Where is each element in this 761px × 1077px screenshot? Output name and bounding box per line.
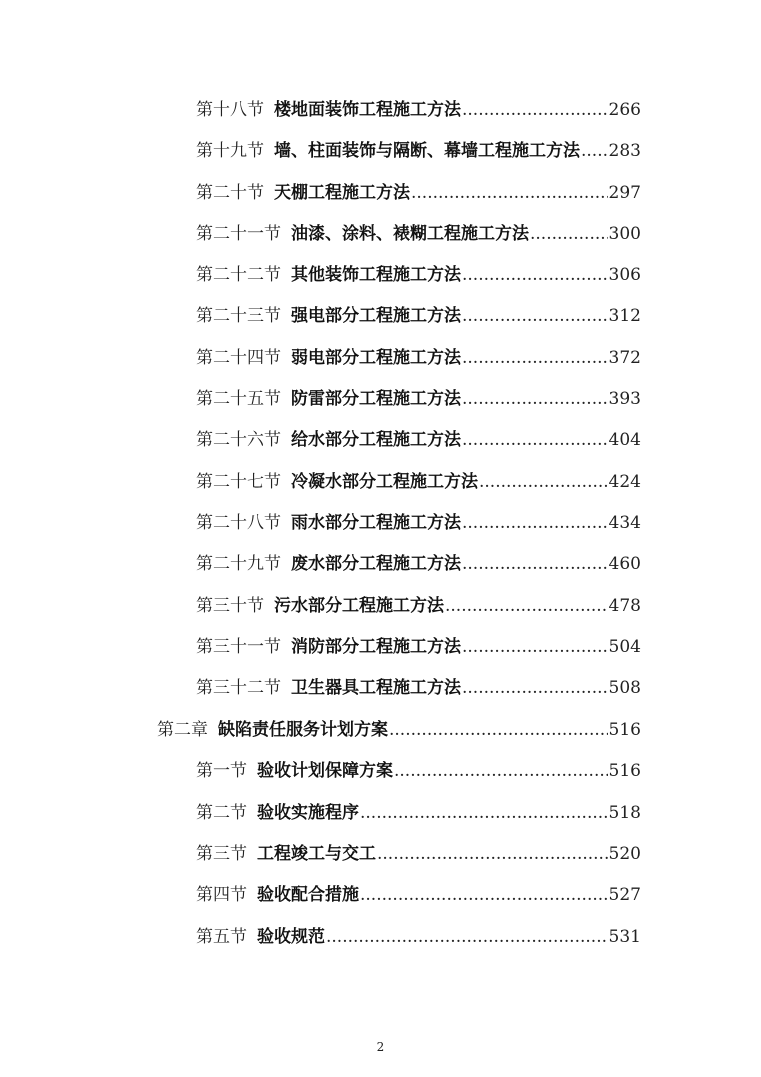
toc-entry (196, 386, 641, 410)
toc-entry-title: 防雷部分工程施工方法 (291, 389, 461, 409)
toc-entry (196, 303, 641, 327)
toc-entry-number: 第十八节 (196, 100, 264, 120)
toc-entry-title: 缺陷责任服务计划方案 (218, 720, 388, 740)
toc-entry-page: 434 (608, 513, 641, 533)
toc-entry-page: 504 (608, 637, 641, 657)
dot-leader (581, 140, 608, 162)
toc-entry-page: 518 (608, 803, 641, 823)
toc-entry-number: 第二十三节 (196, 306, 281, 326)
dot-leader (326, 926, 608, 948)
toc-entry (196, 427, 641, 451)
dot-leader (462, 305, 608, 327)
toc-entry-page: 527 (608, 885, 641, 905)
toc-entry (196, 841, 641, 865)
dot-leader (479, 471, 608, 493)
toc-entry (196, 469, 641, 493)
dot-leader (462, 99, 608, 121)
dot-leader (462, 677, 608, 699)
toc-entry (196, 262, 641, 286)
toc-entry-number: 第四节 (196, 885, 247, 905)
toc-entry (196, 138, 641, 162)
toc-entry-number: 第二章 (157, 720, 208, 740)
toc-entry-page: 516 (608, 720, 641, 740)
dot-leader (394, 760, 608, 782)
toc-entry-page: 306 (608, 265, 641, 285)
toc-entry-number: 第一节 (196, 761, 247, 781)
toc-entry-title: 验收计划保障方案 (257, 761, 393, 781)
toc-entry-number: 第十九节 (196, 141, 264, 161)
toc-entry (196, 345, 641, 369)
toc-entry-title: 弱电部分工程施工方法 (291, 348, 461, 368)
toc-entry-number: 第二十八节 (196, 513, 281, 533)
toc-entry-page: 372 (608, 348, 641, 368)
toc-entry-page: 516 (608, 761, 641, 781)
toc-entry-number: 第二十六节 (196, 430, 281, 450)
dot-leader (462, 388, 608, 410)
toc-entry-title: 墙、柱面装饰与隔断、幕墙工程施工方法 (274, 141, 580, 161)
dot-leader (530, 223, 608, 245)
dot-leader (389, 719, 608, 741)
dot-leader (377, 843, 608, 865)
dot-leader (411, 182, 608, 204)
toc-entry-number: 第二十五节 (196, 389, 281, 409)
toc-entry-title: 给水部分工程施工方法 (291, 430, 461, 450)
toc-entry-page: 404 (608, 430, 641, 450)
toc-entry-number: 第三十节 (196, 596, 264, 616)
dot-leader (462, 264, 608, 286)
toc-entry-number: 第二十四节 (196, 348, 281, 368)
toc-entry (196, 800, 641, 824)
toc-entry-title: 雨水部分工程施工方法 (291, 513, 461, 533)
dot-leader (462, 347, 608, 369)
toc-entry-number: 第三十一节 (196, 637, 281, 657)
toc-entry (196, 675, 641, 699)
toc-entry-page: 300 (608, 224, 641, 244)
dot-leader (462, 553, 608, 575)
toc-entry-title: 污水部分工程施工方法 (274, 596, 444, 616)
toc-entry-title: 油漆、涂料、裱糊工程施工方法 (291, 224, 529, 244)
toc-entry-title: 楼地面装饰工程施工方法 (274, 100, 461, 120)
toc-entry-title: 验收实施程序 (257, 803, 359, 823)
toc-entry-number: 第二十节 (196, 183, 264, 203)
toc-entry (196, 510, 641, 534)
toc-entry-number: 第二十一节 (196, 224, 281, 244)
toc-entry-page: 460 (608, 554, 641, 574)
dot-leader (462, 429, 608, 451)
toc-entry (196, 634, 641, 658)
toc-entry-title: 冷凝水部分工程施工方法 (291, 472, 478, 492)
toc-entry (196, 221, 641, 245)
toc-entry (196, 551, 641, 575)
toc-entry (196, 593, 641, 617)
toc-entry-page: 312 (608, 306, 641, 326)
toc-entry-title: 废水部分工程施工方法 (291, 554, 461, 574)
toc-entry-number: 第三节 (196, 844, 247, 864)
toc-entry-number: 第三十二节 (196, 678, 281, 698)
dot-leader (360, 802, 608, 824)
toc-entry (196, 924, 641, 948)
dot-leader (360, 884, 608, 906)
toc-entry-number: 第二十二节 (196, 265, 281, 285)
toc-entry-title: 强电部分工程施工方法 (291, 306, 461, 326)
page-number: 2 (376, 1040, 385, 1054)
toc-entry (196, 97, 641, 121)
toc-entry-page: 508 (608, 678, 641, 698)
toc-entry-title: 天棚工程施工方法 (274, 183, 410, 203)
toc-entry-number: 第五节 (196, 927, 247, 947)
toc-entry (196, 758, 641, 782)
toc-entry (196, 180, 641, 204)
dot-leader (462, 636, 608, 658)
toc-entry-title: 验收配合措施 (257, 885, 359, 905)
toc-entry-title: 卫生器具工程施工方法 (291, 678, 461, 698)
toc-entry-page: 478 (608, 596, 641, 616)
toc-entry-page: 266 (608, 100, 641, 120)
toc-entry-page: 520 (608, 844, 641, 864)
dot-leader (462, 512, 608, 534)
dot-leader (445, 595, 608, 617)
toc-entry-number: 第二十九节 (196, 554, 281, 574)
toc-entry-page: 297 (608, 183, 641, 203)
toc-entry (196, 882, 641, 906)
toc-entry-page: 424 (608, 472, 641, 492)
toc-entry-title: 消防部分工程施工方法 (291, 637, 461, 657)
toc-entry-title: 其他装饰工程施工方法 (291, 265, 461, 285)
toc-entry-page: 283 (608, 141, 641, 161)
toc-entry-page: 531 (608, 927, 641, 947)
toc-entry-page: 393 (608, 389, 641, 409)
toc-entry-title: 工程竣工与交工 (257, 844, 376, 864)
toc-entry-title: 验收规范 (257, 927, 325, 947)
toc-entry-number: 第二节 (196, 803, 247, 823)
toc-entry-number: 第二十七节 (196, 472, 281, 492)
toc-chapter-entry (157, 717, 641, 741)
